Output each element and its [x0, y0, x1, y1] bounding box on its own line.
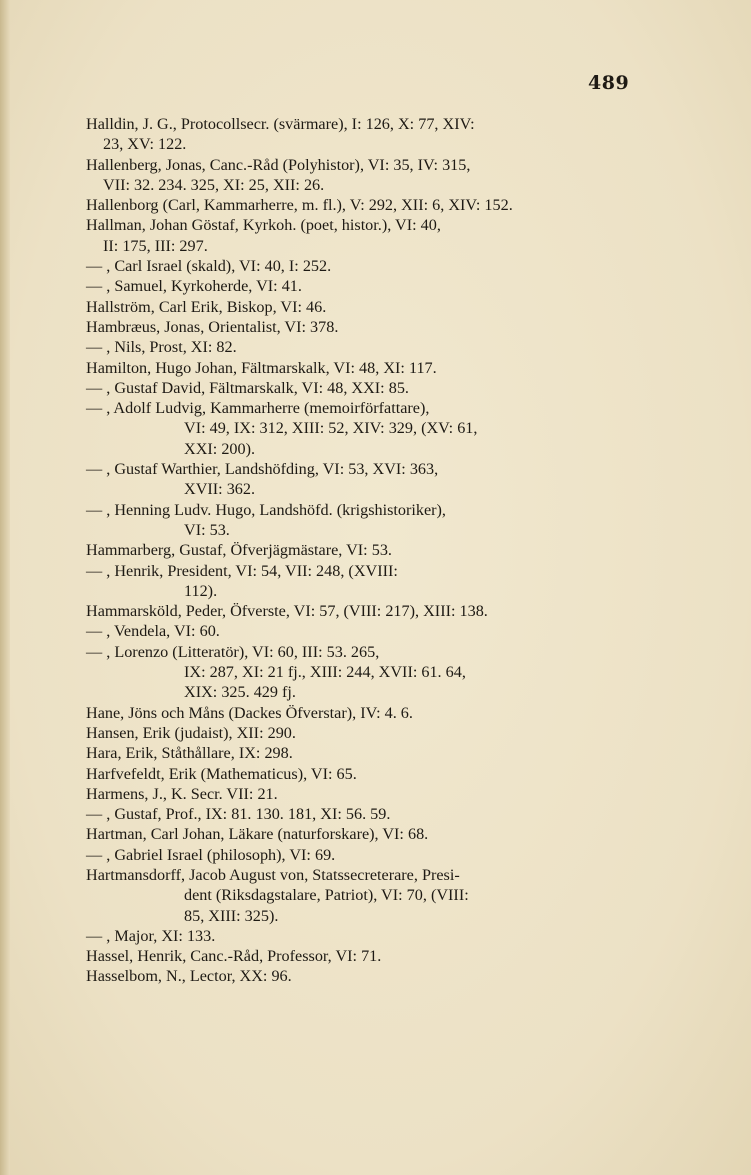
index-subentry-line: — , Vendela, VI: 60.	[86, 622, 220, 641]
index-entry-line: Hammarberg, Gustaf, Öfverjägmästare, VI: 53.	[86, 541, 392, 560]
index-subentry-line: — , Lorenzo (Litteratör), VI: 60, III: 53. 265,	[86, 642, 380, 661]
index-entry-line: Halldin, J. G., Protocollsecr. (svärmare), I: 126, X: 77, XIV:	[86, 115, 475, 133]
index-continuation-line: IX: 287, XI: 21 fj., XIII: 244, XVII: 61. 64,	[184, 663, 466, 682]
index-entry-line: Hallström, Carl Erik, Biskop, VI: 46.	[86, 297, 327, 316]
index-entry-line: Hambræus, Jonas, Orientalist, VI: 378.	[86, 317, 339, 336]
index-subentry-line: — , Gustaf David, Fältmarskalk, VI: 48, XXI: 85.	[86, 378, 409, 397]
index-entry-line: Hassel, Henrik, Canc.-Råd, Professor, VI: 71.	[86, 947, 382, 966]
index-subentry-line: — , Adolf Ludvig, Kammarherre (memoirförfattare),	[86, 399, 430, 418]
index-subentry-line: — , Henning Ludv. Hugo, Landshöfd. (krigshistoriker),	[86, 500, 446, 519]
index-subentry-line: — , Samuel, Kyrkoherde, VI: 41.	[86, 277, 302, 296]
index-entry-line: Hallman, Johan Göstaf, Kyrkoh. (poet, histor.), VI: 40,	[86, 216, 441, 235]
index-continuation-line: 23, XV: 122.	[103, 135, 187, 154]
index-subentry-line: — , Carl Israel (skald), VI: 40, I: 252.	[86, 257, 332, 276]
index-entry-line: Hallenberg, Jonas, Canc.-Råd (Polyhistor), VI: 35, IV: 315,	[86, 155, 471, 174]
index-continuation-line: XIX: 325. 429 fj.	[184, 683, 296, 702]
index-continuation-line: 85, XIII: 325).	[184, 906, 279, 925]
index-subentry-line: — , Gustaf Warthier, Landshöfding, VI: 53, XVI: 363,	[86, 460, 439, 479]
index-entry-line: Hara, Erik, Ståthållare, IX: 298.	[86, 744, 293, 763]
index-entries	[86, 114, 631, 987]
page-spine-edge	[0, 0, 10, 1175]
index-subentry-line: — , Gustaf, Prof., IX: 81. 130. 181, XI: 56. 59.	[86, 805, 391, 824]
index-entry-line: Hasselbom, N., Lector, XX: 96.	[86, 967, 292, 986]
index-continuation-line: dent (Riksdagstalare, Patriot), VI: 70, (VIII:	[184, 886, 469, 905]
index-entry-line: Hansen, Erik (judaist), XII: 290.	[86, 723, 296, 742]
index-continuation-line: VI: 53.	[184, 520, 230, 539]
index-continuation-line: II: 175, III: 297.	[103, 236, 208, 255]
index-entry-line: Hammarsköld, Peder, Öfverste, VI: 57, (VIII: 217), XIII: 138.	[86, 602, 488, 621]
index-continuation-line: VII: 32. 234. 325, XI: 25, XII: 26.	[103, 175, 325, 194]
index-subentry-line: — , Henrik, President, VI: 54, VII: 248, (XVIII:	[86, 561, 398, 580]
page-number: 489	[588, 72, 630, 94]
index-subentry-line: — , Nils, Prost, XI: 82.	[86, 338, 237, 357]
index-entry-line: Hane, Jöns och Måns (Dackes Öfverstar), IV: 4. 6.	[86, 703, 413, 722]
index-entry-line: Hamilton, Hugo Johan, Fältmarskalk, VI: 48, XI: 117.	[86, 358, 437, 377]
index-continuation-line: XXI: 200).	[184, 439, 256, 458]
index-entry-line: Hartman, Carl Johan, Läkare (naturforskare), VI: 68.	[86, 825, 429, 844]
index-entry-line: Hallenborg (Carl, Kammarherre, m. fl.), V: 292, XII: 6, XIV: 152.	[86, 196, 513, 215]
index-subentry-line: — , Major, XI: 133.	[86, 926, 216, 945]
index-continuation-line: 112).	[184, 581, 218, 600]
index-entry-line: Harmens, J., K. Secr. VII: 21.	[86, 784, 278, 803]
index-entry-line: Hartmansdorff, Jacob August von, Statssecreterare, Presi-	[86, 865, 460, 884]
index-continuation-line: XVII: 362.	[184, 480, 256, 499]
index-continuation-line: VI: 49, IX: 312, XIII: 52, XIV: 329, (XV: 61,	[184, 419, 478, 438]
index-subentry-line: — , Gabriel Israel (philosoph), VI: 69.	[86, 845, 336, 864]
index-entry-line: Harfvefeldt, Erik (Mathematicus), VI: 65.	[86, 764, 357, 783]
